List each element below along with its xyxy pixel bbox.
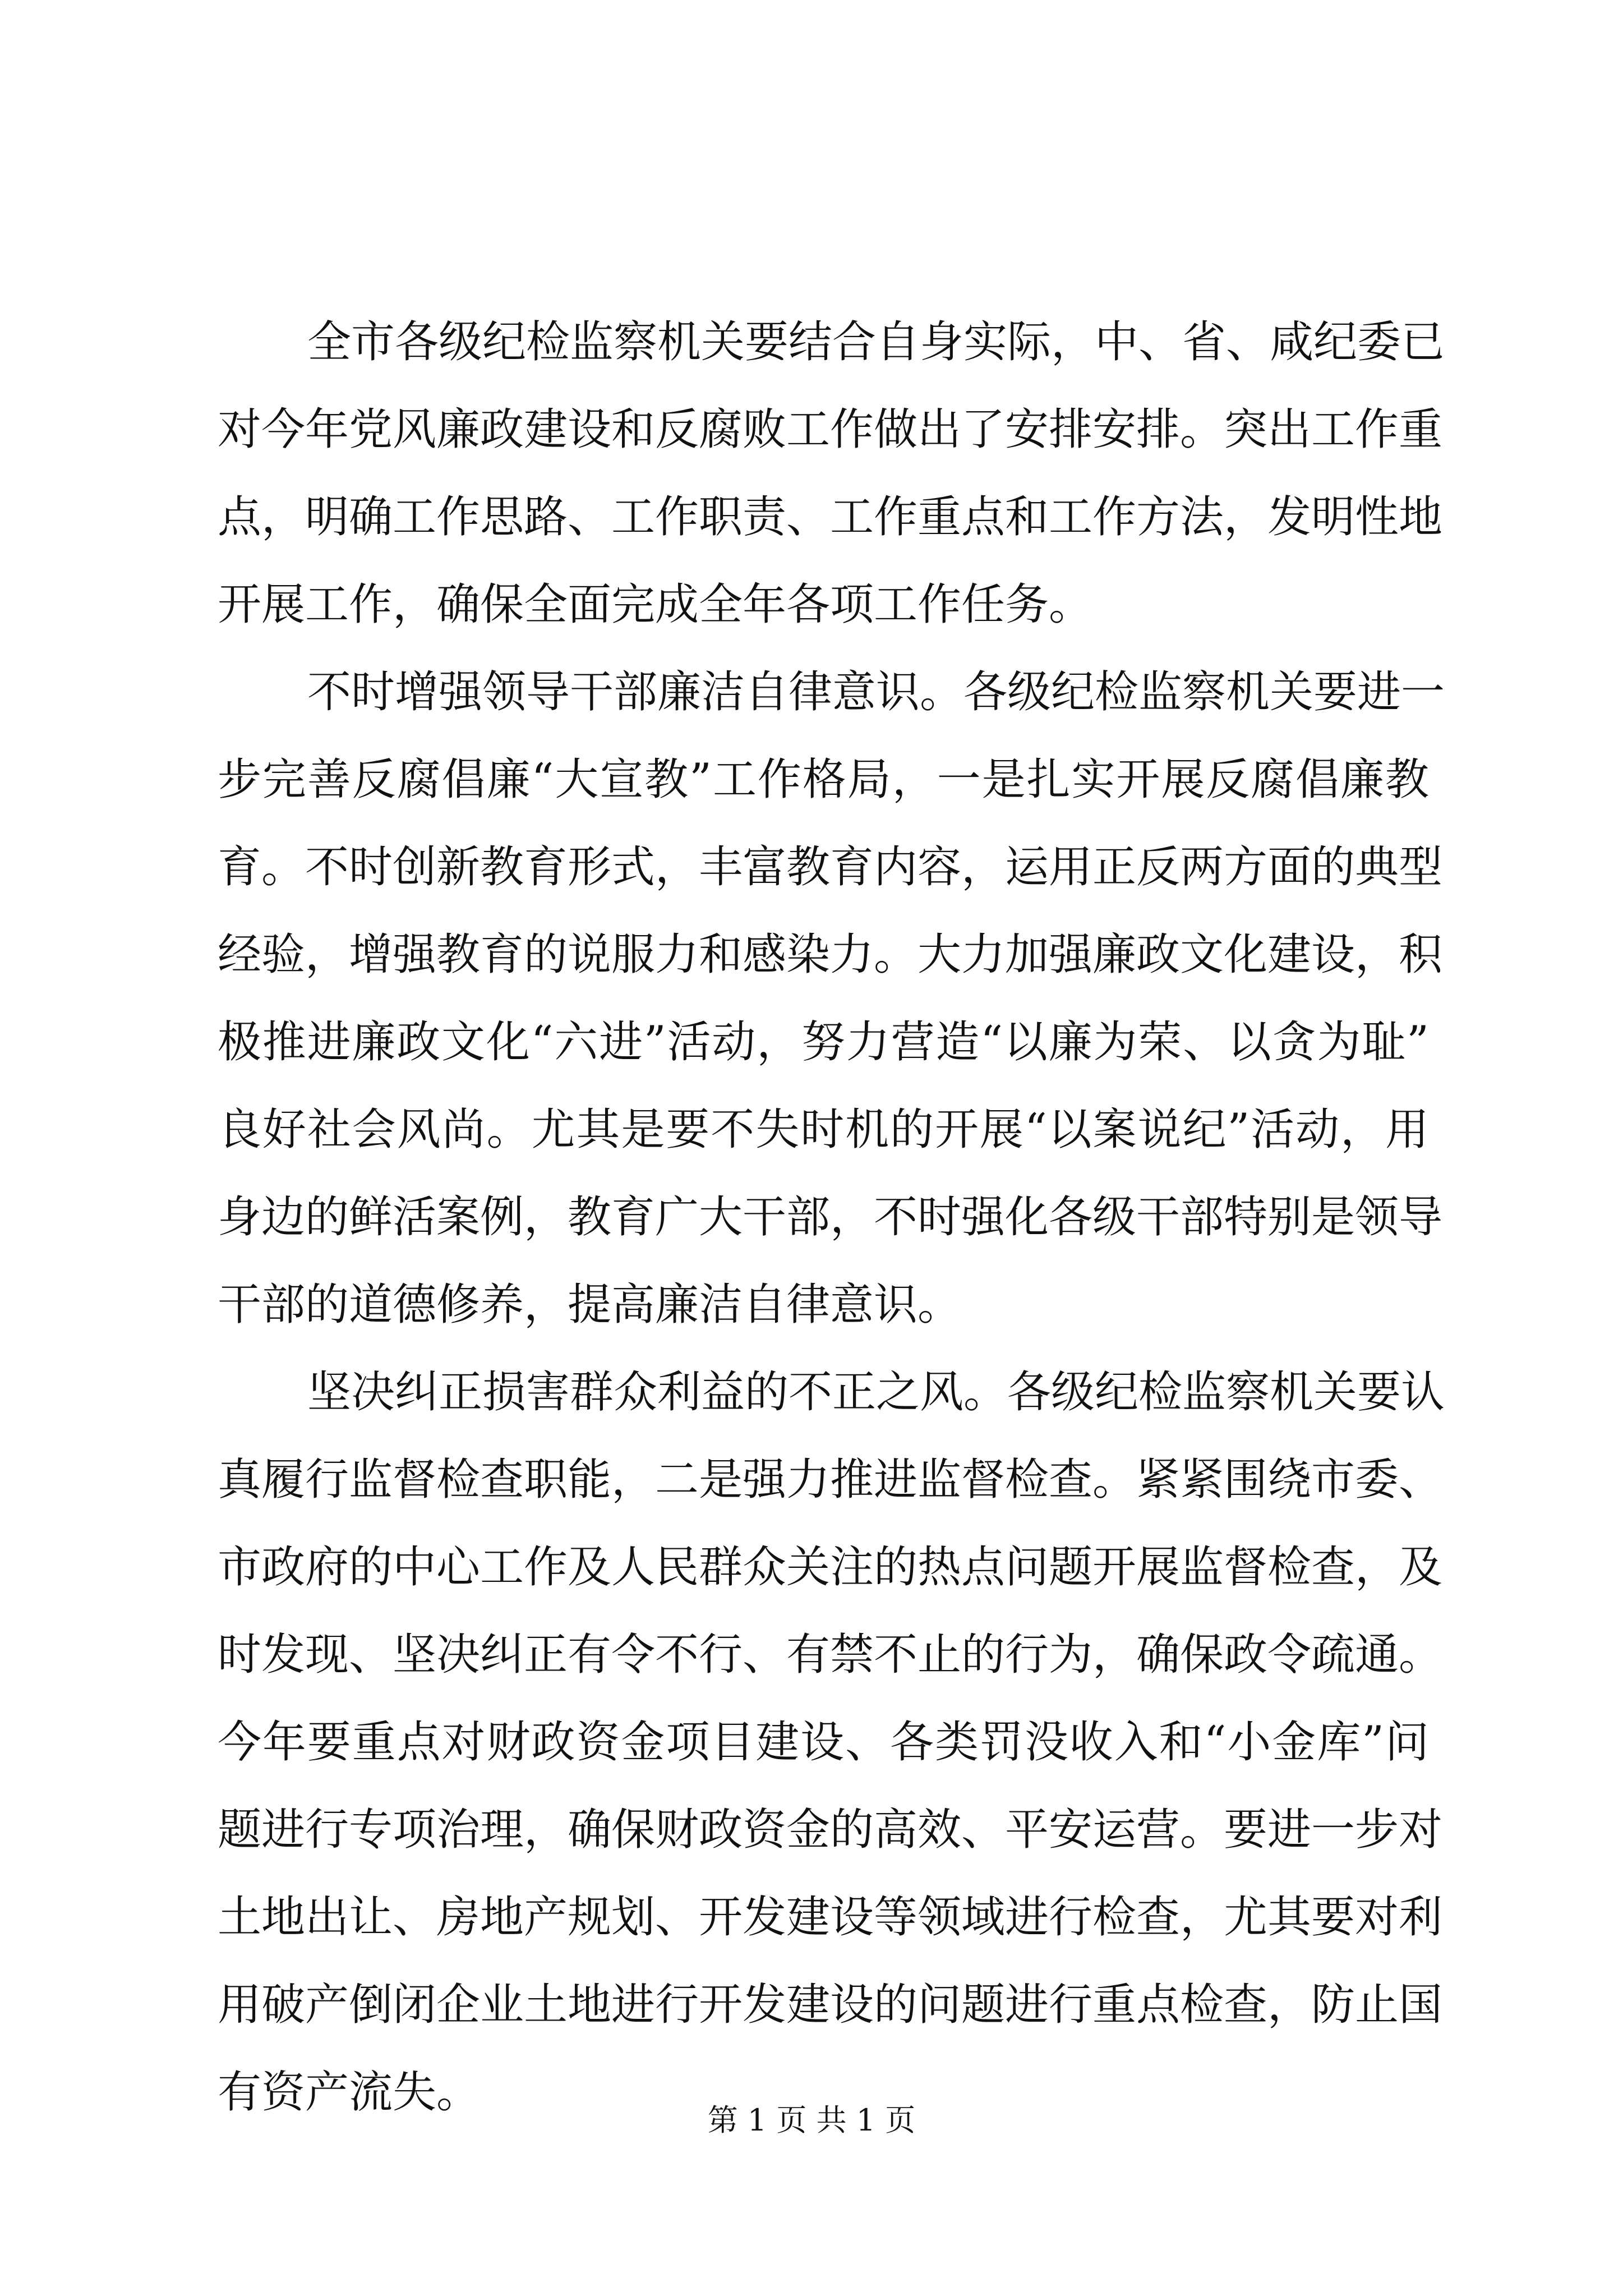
text-line: 市政府的中心工作及人民群众关注的热点问题开展监督检查，及 xyxy=(218,1542,1443,1593)
text-line: 极推进廉政文化“六进”活动，努力营造“以廉为荣、以贪为耻” xyxy=(218,1017,1429,1068)
text-line: 步完善反腐倡廉“大宣教”工作格局，一是扎实开展反腐倡廉教 xyxy=(218,754,1429,805)
text-line: 点，明确工作思路、工作职责、工作重点和工作方法，发明性地 xyxy=(218,492,1443,542)
text-line: 对今年党风廉政建设和反腐败工作做出了安排安排。突出工作重 xyxy=(218,404,1443,455)
text-line: 真履行监督检查职能，二是强力推进监督检查。紧紧围绕市委、 xyxy=(218,1455,1443,1505)
document-body xyxy=(218,298,1445,2136)
paragraph-1 xyxy=(218,298,1445,648)
text-line: 今年要重点对财政资金项目建设、各类罚没收入和“小金库”问 xyxy=(218,1717,1429,1768)
text-line: 良好社会风尚。尤其是要不失时机的开展“以案说纪”活动，用 xyxy=(218,1105,1429,1155)
text-line: 开展工作，确保全面完成全年各项工作任务。 xyxy=(218,579,1093,630)
text-line: 坚决纠正损害群众利益的不正之风。各级纪检监察机关要认 xyxy=(307,1367,1445,1418)
text-line: 育。不时创新教育形式，丰富教育内容，运用正反两方面的典型 xyxy=(218,842,1443,892)
text-line: 干部的道德修养，提高廉洁自律意识。 xyxy=(218,1280,962,1330)
text-line: 身边的鲜活案例，教育广大干部，不时强化各级干部特别是领导 xyxy=(218,1192,1443,1243)
paragraph-3 xyxy=(218,1349,1445,2136)
text-line: 不时增强领导干部廉洁自律意识。各级纪检监察机关要进一 xyxy=(307,667,1445,717)
paragraph-2 xyxy=(218,648,1445,1349)
text-line: 土地出让、房地产规划、开发建设等领域进行检查，尤其要对利 xyxy=(218,1892,1443,1943)
text-line: 题进行专项治理，确保财政资金的高效、平安运营。要进一步对 xyxy=(218,1805,1443,1855)
text-line: 用破产倒闭企业土地进行开发建设的问题进行重点检查，防止国 xyxy=(218,1980,1443,2030)
text-line: 全市各级纪检监察机关要结合自身实际，中、省、咸纪委已 xyxy=(307,317,1445,367)
page-number-footer: 第 1 页 共 1 页 xyxy=(707,2102,916,2138)
text-line: 时发现、坚决纠正有令不行、有禁不止的行为，确保政令疏通。 xyxy=(218,1630,1443,1680)
text-line: 有资产流失。 xyxy=(218,2067,481,2118)
text-line: 经验，增强教育的说服力和感染力。大力加强廉政文化建设，积 xyxy=(218,930,1443,980)
